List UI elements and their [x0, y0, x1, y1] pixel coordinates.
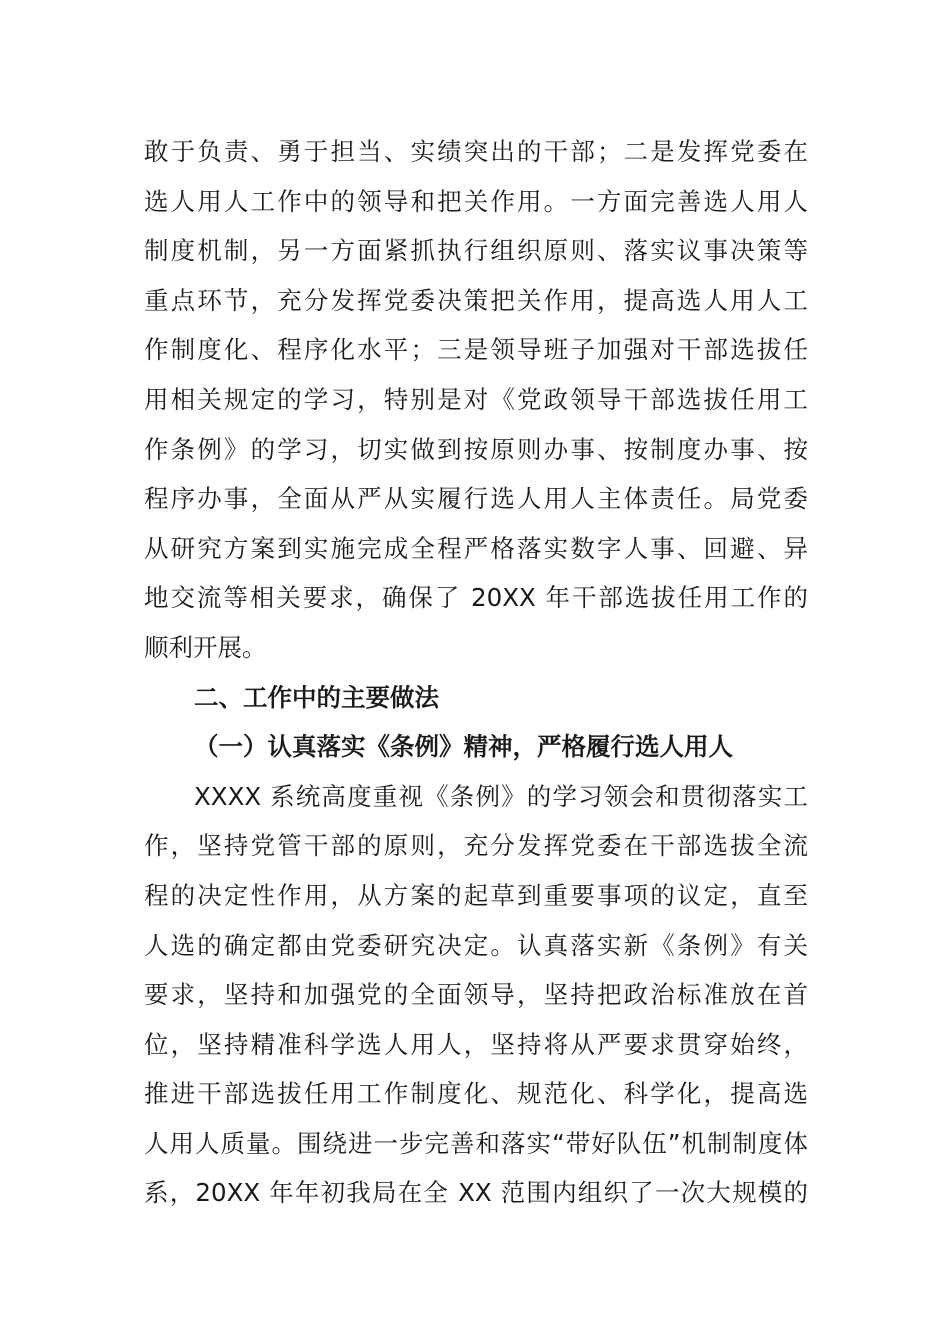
section-heading: 二、工作中的主要做法: [194, 682, 439, 712]
paragraph-line: 作制度化、程序化水平；三是领导班子加强对干部选拔任: [144, 335, 808, 365]
paragraph-line: 程序办事，全面从严从实履行选人用人主体责任。局党委: [144, 484, 808, 514]
paragraph-line: XXXX 系统高度重视《条例》的学习领会和贯彻落实工: [194, 781, 808, 811]
paragraph-line: 敢于负责、勇于担当、实绩突出的干部；二是发挥党委在: [144, 137, 808, 166]
paragraph-line: 重点环节，充分发挥党委决策把关作用，提高选人用人工: [144, 285, 808, 315]
paragraph-line: 制度机制，另一方面紧抓执行组织原则、落实议事决策等: [144, 236, 808, 266]
paragraph-line: 地交流等相关要求，确保了 20XX 年干部选拔任用工作的: [144, 583, 808, 613]
paragraph-line: 程的决定性作用，从方案的起草到重要事项的议定，直至: [144, 880, 808, 910]
paragraph-line: 从研究方案到实施完成全程严格落实数字人事、回避、异: [144, 533, 808, 563]
paragraph-line: 人选的确定都由党委研究决定。认真落实新《条例》有关: [144, 930, 808, 960]
subsection-heading: （一）认真落实《条例》精神，严格履行选人用人: [194, 732, 733, 762]
paragraph-line: 位，坚持精准科学选人用人，坚持将从严要求贯穿始终，: [144, 1029, 808, 1059]
document-body: [144, 127, 808, 1218]
paragraph-line: 作，坚持党管干部的原则，充分发挥党委在干部选拔全流: [144, 831, 808, 861]
paragraph-line: 系，20XX 年年初我局在全 XX 范围内组织了一次大规模的: [144, 1178, 808, 1208]
paragraph-line: 顺利开展。: [144, 632, 267, 662]
paragraph-line: 用相关规定的学习，特别是对《党政领导干部选拔任用工: [144, 384, 808, 414]
paragraph-line: 人用人质量。围绕进一步完善和落实“带好队伍”机制制度体: [144, 1128, 808, 1158]
paragraph-line: 作条例》的学习，切实做到按原则办事、按制度办事、按: [144, 434, 808, 464]
paragraph-line: 选人用人工作中的领导和把关作用。一方面完善选人用人: [144, 186, 808, 216]
paragraph-line: 要求，坚持和加强党的全面领导，坚持把政治标准放在首: [144, 980, 808, 1010]
paragraph-line: 推进干部选拔任用工作制度化、规范化、科学化，提高选: [144, 1079, 808, 1109]
